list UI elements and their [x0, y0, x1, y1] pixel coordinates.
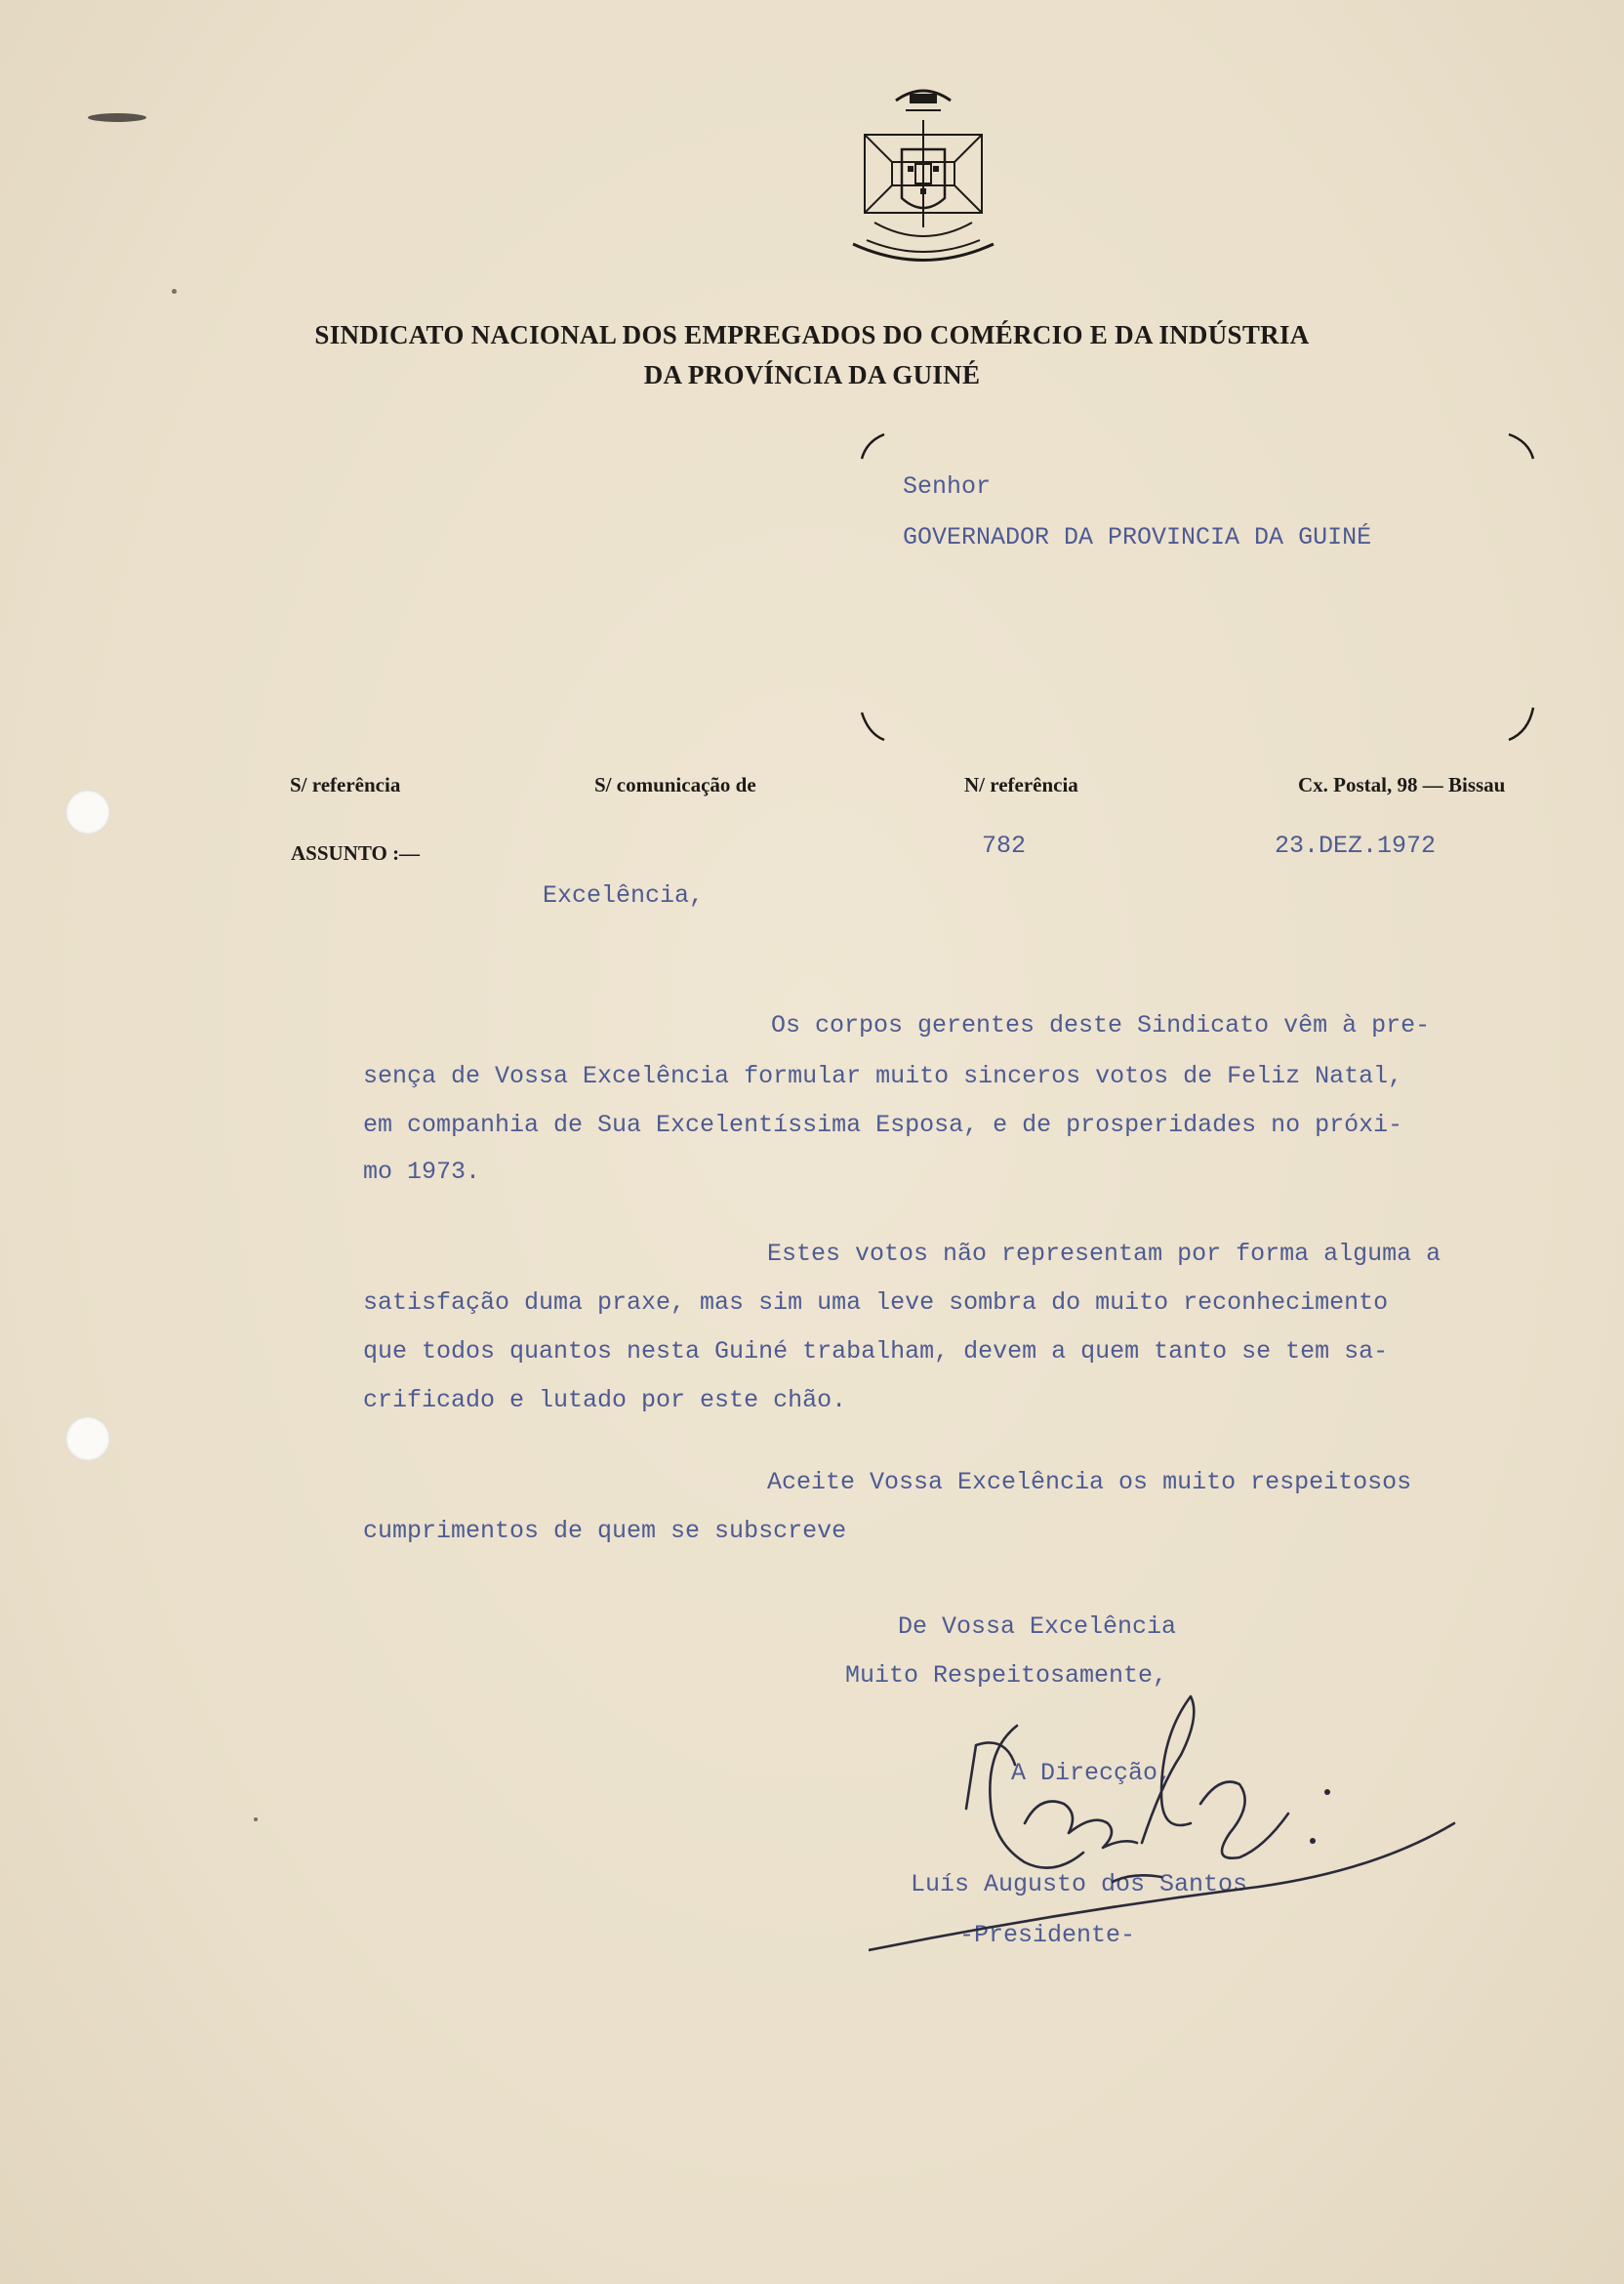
body-line: satisfação duma praxe, mas sim uma leve sombra do muito reconhecimento [363, 1288, 1389, 1317]
our-reference-label: N/ referência [964, 773, 1078, 796]
ink-smudge [88, 113, 146, 122]
letter-date: 23.DEZ.1972 [1275, 832, 1437, 860]
body-line: que todos quantos nesta Guiné trabalham, devem a quem tanto se tem sa- [363, 1337, 1389, 1366]
your-reference-label: S/ referência [290, 773, 401, 796]
closing-line1: De Vossa Excelência [898, 1612, 1177, 1641]
body-line: crificado e lutado por este chão. [363, 1386, 847, 1414]
letter-greeting: Excelência, [543, 881, 705, 910]
signatory-name: Luís Augusto dos Santos [911, 1870, 1248, 1898]
signatory-role: -Presidente- [959, 1921, 1136, 1949]
your-communication-label: S/ comunicação de [594, 773, 756, 796]
union-emblem-icon [845, 76, 1001, 276]
punch-hole-top [65, 790, 110, 835]
body-line: em companhia de Sua Excelentíssima Esposa, e de prosperidades no próxi- [363, 1111, 1403, 1139]
organization-name-line1: SINDICATO NACIONAL DOS EMPREGADOS DO COMÉRCIO E DA INDÚSTRIA [314, 320, 1310, 349]
addressee-name: GOVERNADOR DA PROVINCIA DA GUINÉ [903, 523, 1372, 551]
punch-hole-bottom [65, 1416, 110, 1461]
ink-speck [172, 289, 177, 294]
organization-name-line2: DA PROVÍNCIA DA GUINÉ [643, 360, 981, 389]
subject-label: ASSUNTO :— [291, 841, 421, 865]
body-line: sença de Vossa Excelência formular muito sinceros votos de Feliz Natal, [363, 1062, 1403, 1090]
body-line: cumprimentos de quem se subscreve [363, 1517, 847, 1545]
body-line: Os corpos gerentes deste Sindicato vêm à pre- [771, 1011, 1431, 1040]
directorate-label: A Direcção, [1011, 1759, 1173, 1787]
addressee-salutation: Senhor [903, 472, 992, 501]
body-line: Estes votos não representam por forma alguma a [767, 1240, 1441, 1268]
closing-line2: Muito Respeitosamente, [845, 1661, 1168, 1690]
body-line: Aceite Vossa Excelência os muito respeitosos [767, 1468, 1412, 1496]
ink-speck [254, 1817, 258, 1821]
reference-number: 782 [982, 832, 1027, 860]
handwritten-signature [869, 1677, 1474, 1970]
postal-box-label: Cx. Postal, 98 — Bissau [1298, 773, 1506, 796]
body-line: mo 1973. [363, 1158, 481, 1186]
